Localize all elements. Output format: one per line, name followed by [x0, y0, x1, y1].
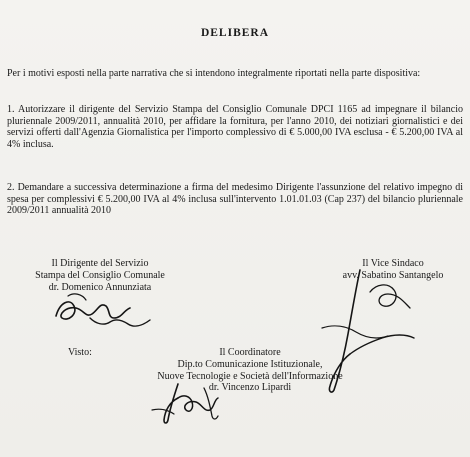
coordinator-handwritten-signature — [148, 380, 238, 426]
coordinator-dept-1: Dip.to Comunicazione Istituzionale, — [177, 358, 323, 370]
left-signer-role-1: Il Dirigente del Servizio — [51, 258, 149, 269]
coordinator-role: Il Coordinatore — [219, 347, 281, 358]
point-2-paragraph: 2. Demandare a successiva determinazione a firma del medesimo Dirigente l'assunzione del relativo impegno di spesa per complessivi € 5.200,00 IVA al 4% inclusa sull'intervento 1.01.01.03 (Cap 237) del bilancio pluriennale 2009/2011 annualità 2010 — [7, 182, 463, 217]
right-signer-name: avv. Sabatino Santangelo — [342, 269, 444, 281]
intro-paragraph: Per i motivi esposti nella parte narrativa che si intendono integralmente riportati nella parte dispositiva: — [7, 68, 421, 79]
left-handwritten-signature — [50, 288, 160, 330]
document-title: DELIBERA — [200, 27, 270, 39]
left-signer-role-2: Stampa del Consiglio Comunale — [35, 269, 165, 281]
visto-label: Visto: — [68, 347, 92, 358]
point-1-paragraph: 1. Autorizzare il dirigente del Servizio Stampa del Consiglio Comunale DPCI 1165 ad impegnare il bilancio pluriennale 2009/2011, annualità 2010, per affidare la fornitura, per l'anno 2010, dei notiziari giornalistici e dei servizi offerti dall'Agenzia Giornalistica per l'importo complessivo di € 5.000,00 IVA esclusa - € 5.200,00 IVA al 4% inclusa. — [7, 104, 463, 150]
right-signer-role: Il Vice Sindaco — [362, 258, 424, 269]
left-signer-name: dr. Domenico Annunziata — [48, 281, 152, 293]
coordinator-dept-2: Nuove Tecnologie e Società dell'Informazione — [157, 370, 343, 382]
right-handwritten-signature — [300, 268, 420, 398]
coordinator-name: dr. Vincenzo Lipardi — [208, 382, 292, 394]
